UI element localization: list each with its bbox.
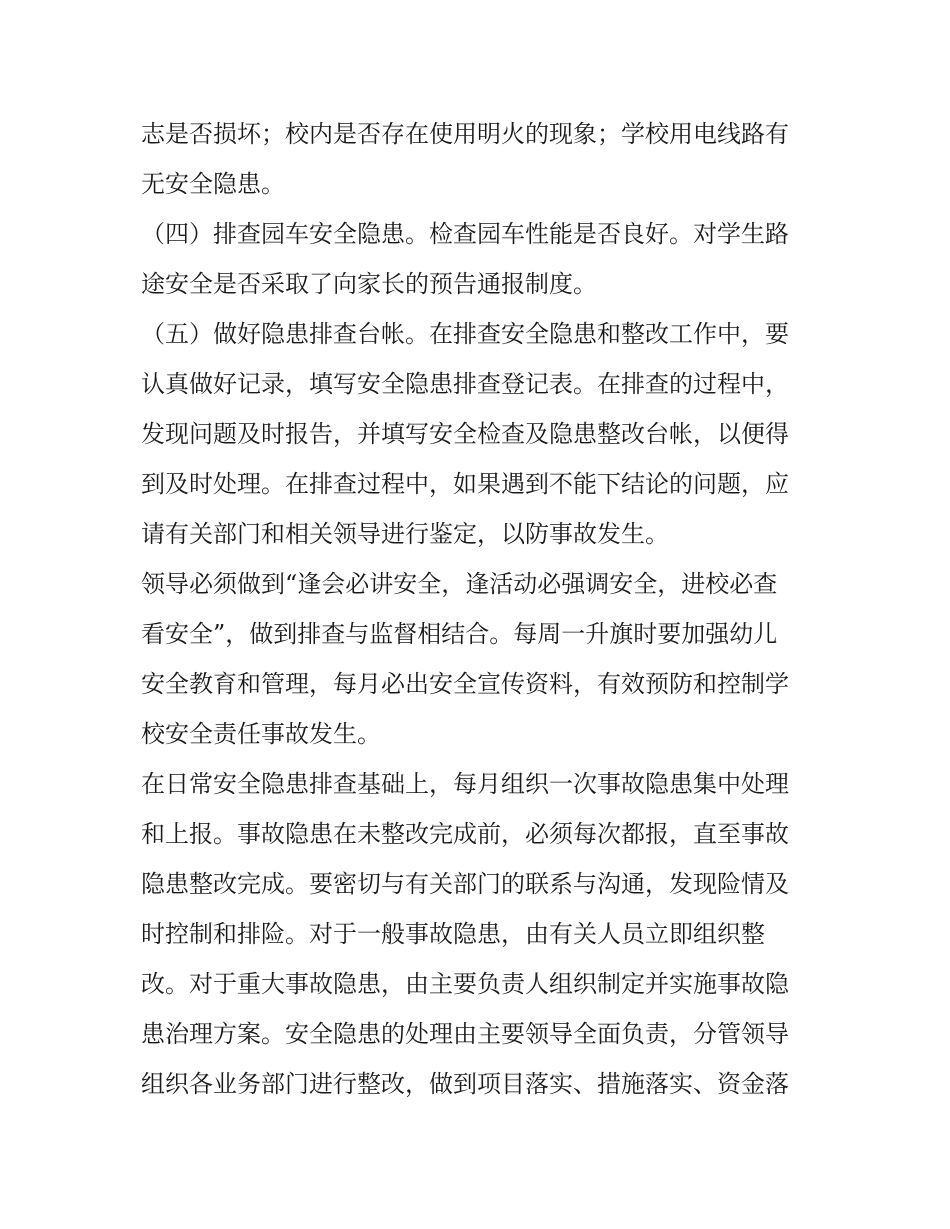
- text-line: （四）排查园车安全隐患。检查园车性能是否良好。对学生路: [141, 220, 789, 248]
- text-line: 时控制和排险。对于一般事故隐患，由有关人员立即组织整: [141, 920, 765, 948]
- text-line: 途安全是否采取了向家长的预告通报制度。: [141, 270, 597, 298]
- text-line: 请有关部门和相关领导进行鉴定，以防事故发生。: [141, 520, 669, 548]
- text-line: 领导必须做到“逢会必讲安全，逢活动必强调安全，进校必查: [141, 570, 778, 598]
- text-line: 组织各业务部门进行整改，做到项目落实、措施落实、资金落: [141, 1070, 789, 1098]
- text-line: 安全教育和管理，每月必出安全宣传资料，有效预防和控制学: [141, 670, 789, 698]
- text-line: 和上报。事故隐患在未整改完成前，必须每次都报，直至事故: [141, 820, 789, 848]
- text-line: 改。对于重大事故隐患，由主要负责人组织制定并实施事故隐: [141, 970, 789, 998]
- text-line: 患治理方案。安全隐患的处理由主要领导全面负责，分管领导: [141, 1020, 789, 1048]
- text-line: （五）做好隐患排查台帐。在排查安全隐患和整改工作中，要: [141, 320, 789, 348]
- text-line: 到及时处理。在排查过程中，如果遇到不能下结论的问题，应: [141, 470, 789, 498]
- text-line: 无安全隐患。: [141, 170, 285, 198]
- text-line: 发现问题及时报告，并填写安全检查及隐患整改台帐，以便得: [141, 420, 789, 448]
- text-line: 志是否损坏；校内是否存在使用明火的现象；学校用电线路有: [141, 120, 789, 148]
- text-line: 隐患整改完成。要密切与有关部门的联系与沟通，发现险情及: [141, 870, 789, 898]
- text-line: 认真做好记录，填写安全隐患排查登记表。在排查的过程中，: [141, 370, 789, 398]
- text-line: 在日常安全隐患排查基础上，每月组织一次事故隐患集中处理: [141, 770, 789, 798]
- text-line: 校安全责任事故发生。: [141, 720, 381, 748]
- text-line: 看安全”，做到排查与监督相结合。每周一升旗时要加强幼儿: [141, 620, 778, 648]
